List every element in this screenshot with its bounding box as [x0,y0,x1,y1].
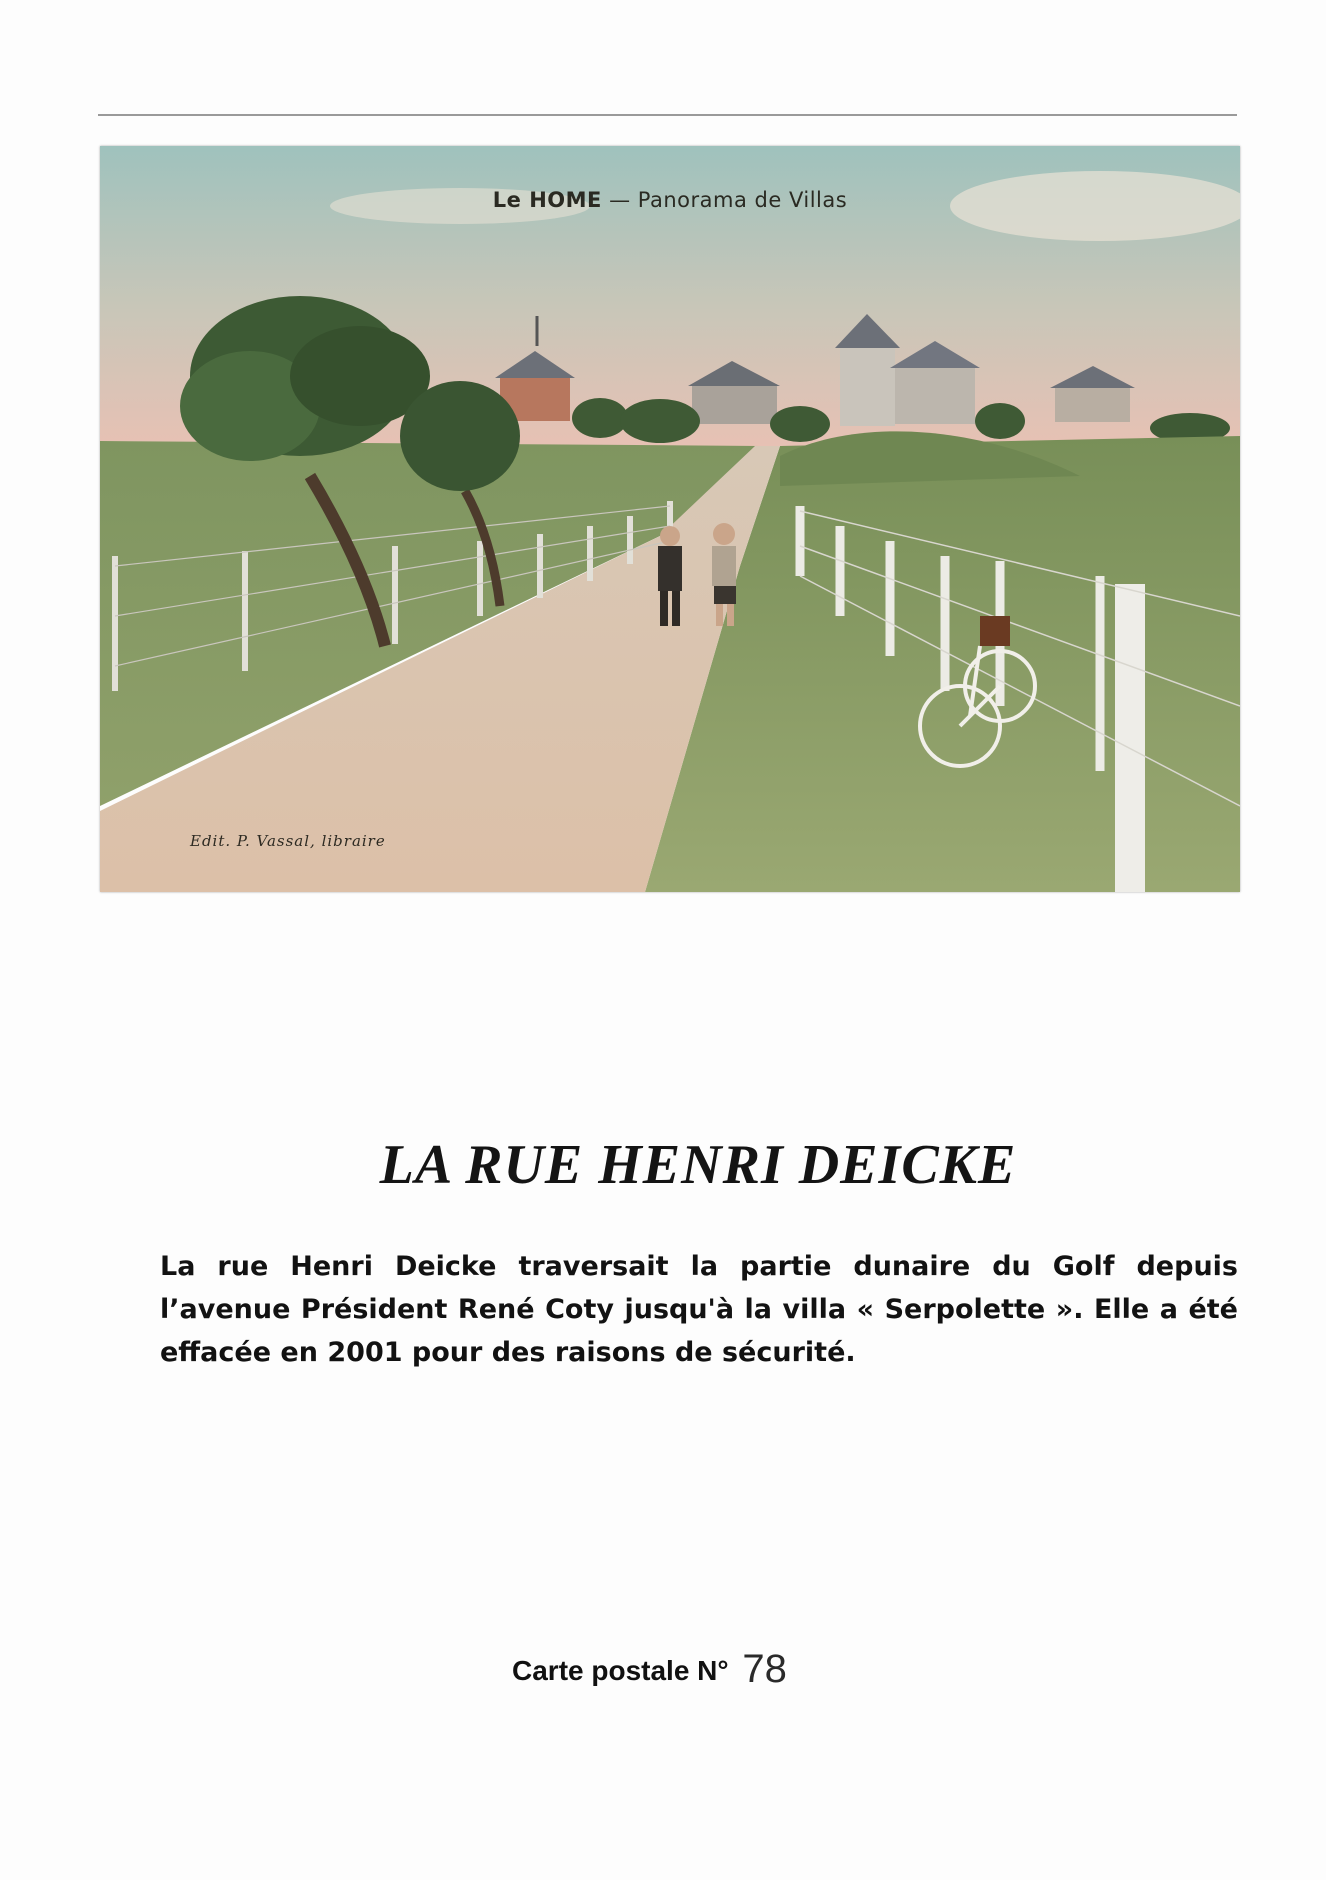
postcard-editor: Edit. P. Vassal, libraire [190,832,386,850]
postcard-number-line [512,1645,787,1690]
postcard-caption [100,188,1240,212]
caption-subject: Panorama de Villas [637,188,848,212]
article-body: La rue Henri Deicke traversait la partie dunaire du Golf depuis l’avenue Président René Coty jusqu'à la villa « Serpolette ». Elle a été effacée en 2001 pour des raisons de sécurité. [160,1251,1238,1368]
postcard-number-label: Carte postale N° [512,1655,729,1686]
scan-edge-line [98,114,1237,116]
postcard-scene [100,146,1240,892]
page-title: LA RUE HENRI DEICKE [379,1134,1017,1196]
postcard-number: 78 [742,1647,787,1691]
caption-separator: — [609,188,631,212]
postcard-image [100,146,1240,892]
fence-post-front [1115,584,1145,892]
caption-place: Le HOME [492,188,602,212]
bike-bag [980,616,1010,646]
